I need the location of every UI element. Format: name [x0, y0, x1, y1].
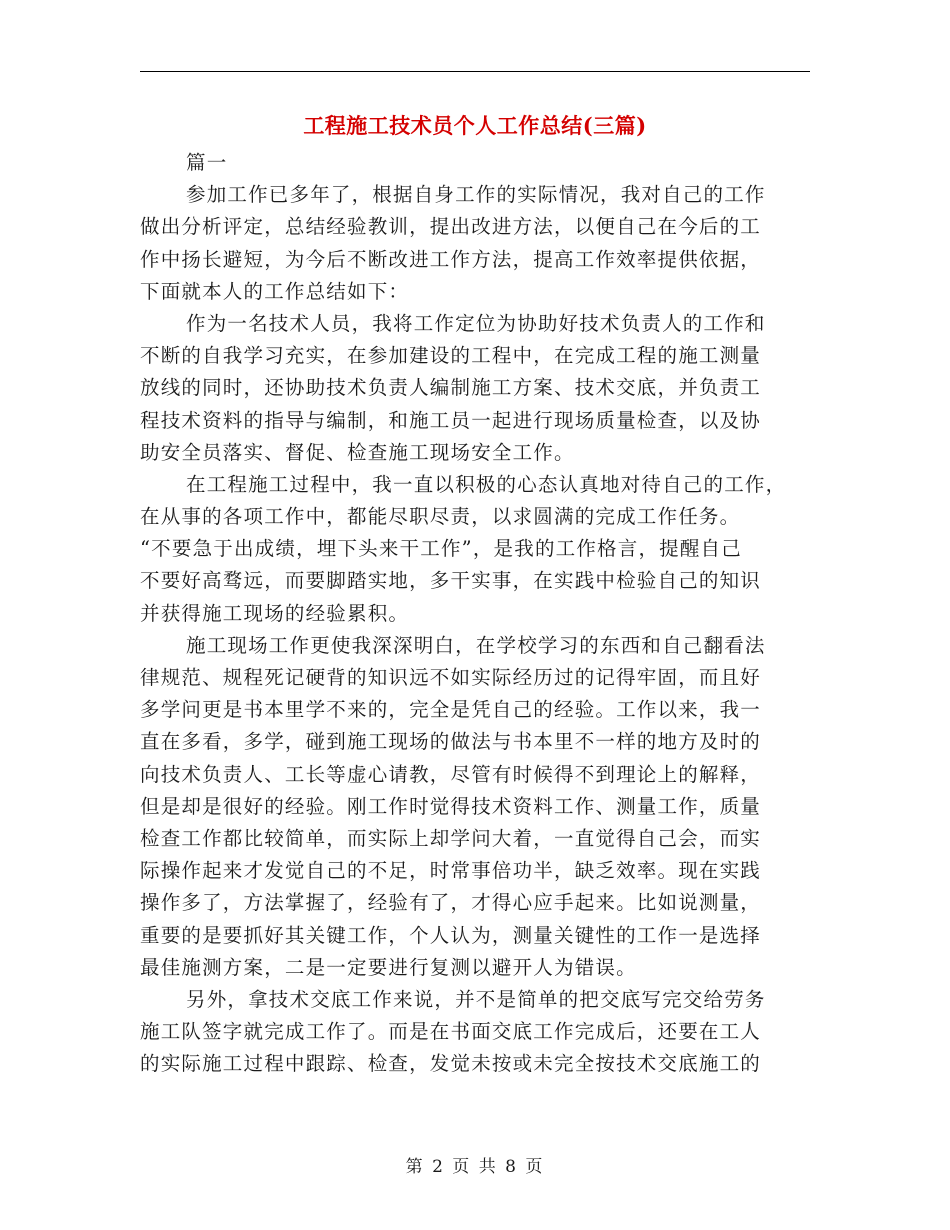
paragraph-line: “不要急于出成绩，埋下头来干工作”，是我的工作格言，提醒自己 — [140, 537, 742, 561]
paragraph-line: 直在多看，多学，碰到施工现场的做法与书本里不一样的地方及时的 — [140, 730, 762, 754]
paragraph-line: 放线的同时，还协助技术负责人编制施工方案、技术交底，并负责工 — [140, 376, 762, 400]
paragraph-line: 最佳施测方案，二是一定要进行复测以避开人为错误。 — [140, 955, 637, 979]
paragraph-line: 篇一 — [186, 151, 228, 174]
paragraph-line: 不要好高骛远，而要脚踏实地，多干实事，在实践中检验自己的知识 — [140, 569, 762, 593]
paragraph-line: 的实际施工过程中跟踪、检查，发觉未按或未完全按技术交底施工的 — [140, 1052, 762, 1076]
paragraph-line: 但是却是很好的经验。刚工作时觉得技术资料工作、测量工作，质量 — [140, 794, 762, 818]
paragraph-line: 向技术负责人、工长等虚心请教，尽管有时候得不到理论上的解释， — [140, 762, 762, 786]
paragraph-line: 作为一名技术人员，我将工作定位为协助好技术负责人的工作和 — [186, 311, 766, 335]
page-number-footer: 第 2 页 共 8 页 — [405, 1157, 545, 1177]
document-body — [140, 147, 800, 1080]
paragraph-line: 际操作起来才发觉自己的不足，时常事倍功半，缺乏效率。现在实践 — [140, 859, 762, 883]
paragraph-line: 检查工作都比较简单，而实际上却学问大着，一直觉得自己会，而实 — [140, 826, 762, 850]
paragraph-line: 下面就本人的工作总结如下： — [140, 279, 410, 303]
paragraph-line: 另外，拿技术交底工作来说，并不是简单的把交底写完交给劳务 — [186, 987, 766, 1011]
paragraph-line: 操作多了，方法掌握了，经验有了，才得心应手起来。比如说测量， — [140, 891, 762, 915]
paragraph-line: 在从事的各项工作中，都能尽职尽责，以求圆满的完成工作任务。 — [140, 505, 741, 529]
paragraph-line: 助安全员落实、督促、检查施工现场安全工作。 — [140, 440, 575, 464]
paragraph-line: 不断的自我学习充实，在参加建设的工程中，在完成工程的施工测量 — [140, 344, 762, 368]
paragraph-line: 并获得施工现场的经验累积。 — [140, 601, 410, 625]
document-title: 工程施工技术员个人工作总结(三篇) — [303, 113, 647, 138]
paragraph-line: 重要的是要抓好其关键工作，个人认为，测量关键性的工作一是选择 — [140, 923, 762, 947]
paragraph-line: 多学问更是书本里学不来的，完全是凭自己的经验。工作以来，我一 — [140, 698, 762, 722]
paragraph-line: 律规范、规程死记硬背的知识远不如实际经历过的记得牢固，而且好 — [140, 666, 762, 689]
paragraph-line: 施工队签字就完成工作了。而是在书面交底工作完成后，还要在工人 — [140, 1020, 762, 1044]
paragraph-line: 做出分析评定，总结经验教训，提出改进方法，以便自己在今后的工 — [140, 215, 762, 239]
paragraph-line: 在工程施工过程中，我一直以积极的心态认真地对待自己的工作， — [186, 472, 787, 496]
paragraph-line: 程技术资料的指导与编制，和施工员一起进行现场质量检查，以及协 — [140, 408, 762, 432]
paragraph-line: 施工现场工作更使我深深明白，在学校学习的东西和自己翻看法 — [186, 633, 766, 657]
paragraph-line: 作中扬长避短，为今后不断改进工作方法，提高工作效率提供依据， — [140, 247, 762, 271]
paragraph-line: 参加工作已多年了，根据自身工作的实际情况，我对自己的工作 — [186, 183, 766, 207]
header-rule — [140, 71, 810, 72]
